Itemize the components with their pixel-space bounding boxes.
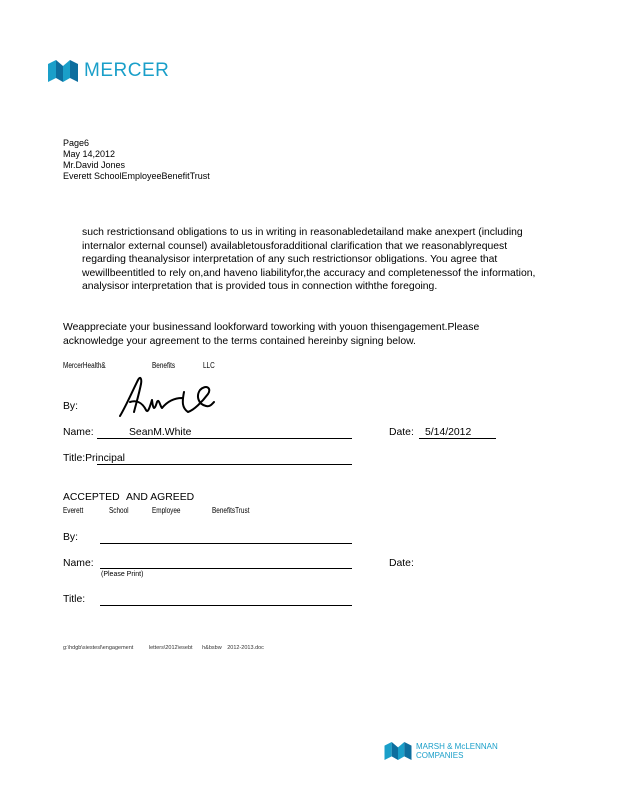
recipient-name: Mr.David Jones	[63, 160, 126, 170]
signer-date-value: 5/14/2012	[425, 427, 472, 438]
file-path-d: 2012-2013.doc	[227, 645, 264, 651]
accepted-title-label: Title:	[63, 594, 86, 605]
mmc-logo-icon	[384, 742, 412, 760]
file-path-b: letters\2012\esebt	[148, 645, 193, 651]
accepted-by-line	[100, 543, 352, 544]
mercer-logo	[48, 60, 169, 82]
letter-date: May 14,2012	[63, 149, 116, 159]
accepted-org-c: Employee	[152, 506, 181, 515]
signature-image	[112, 372, 216, 422]
file-path-a: g:\hdgb\siestesl\engagement	[63, 645, 134, 651]
mercer-logo-icon	[48, 60, 78, 82]
signer-by-label: By:	[63, 401, 79, 412]
accepted-name-label: Name:	[63, 558, 94, 569]
signer-company-c: LLC	[203, 361, 215, 370]
recipient-org: Everett SchoolEmployeeBenefitTrust	[63, 171, 210, 181]
accepted-by-label: By:	[63, 532, 79, 543]
mercer-logo-text: MERCER	[84, 60, 170, 81]
signer-title: Title:Principal	[63, 453, 125, 464]
signer-company-b: Benefits	[152, 361, 176, 370]
signer-title-line	[97, 464, 352, 465]
signer-name-line	[97, 438, 352, 439]
signer-name-label: Name:	[63, 427, 94, 438]
accepted-heading-b: AND AGREED	[126, 492, 195, 503]
signer-date-label: Date:	[389, 427, 414, 438]
page-number: Page6	[63, 138, 90, 148]
accepted-date-label: Date:	[389, 558, 414, 569]
file-path-c: h&bsbw	[202, 645, 222, 651]
accepted-title-line	[100, 605, 352, 606]
print-hint: (Please Print)	[101, 571, 144, 578]
body-paragraph-1: such restrictionsand obligations to us in writing in reasonabledetailand make anexpert (including internalor external counsel) availabletousforadditional clarification that we reasonablyrequest regarding theanalysisor interpretation of any such restrictionsor obligations. You agree that wewillbeentitled to rely on,and haveno liabilityfor,the accuracy and completenessof the information, analysisor interpretation that is provided tous in connection withthe foregoing.	[82, 227, 536, 292]
letter-header	[63, 138, 210, 182]
accepted-name-line	[100, 568, 352, 569]
accepted-heading-a: ACCEPTED	[63, 492, 120, 503]
signer-date-line	[419, 438, 496, 439]
mmc-sub: COMPANIES	[416, 751, 464, 760]
signer-company-a: MercerHealth&	[63, 361, 106, 370]
accepted-org-a: Everett	[63, 506, 84, 515]
mmc-logo	[384, 742, 498, 760]
accepted-org-b: School	[109, 506, 129, 515]
body-paragraph-2: Weappreciate your businessand lookforward toworking with youon thisengagement.Please acknowledge your agreement to the terms contained hereinby signing below.	[63, 322, 480, 347]
signer-name-value: SeanM.White	[129, 427, 192, 438]
file-path	[63, 645, 264, 651]
mmc-name: MARSH & McLENNAN	[416, 742, 498, 751]
mmc-logo-text	[416, 742, 498, 760]
accepted-org-d: BenefitsTrust	[212, 506, 250, 515]
